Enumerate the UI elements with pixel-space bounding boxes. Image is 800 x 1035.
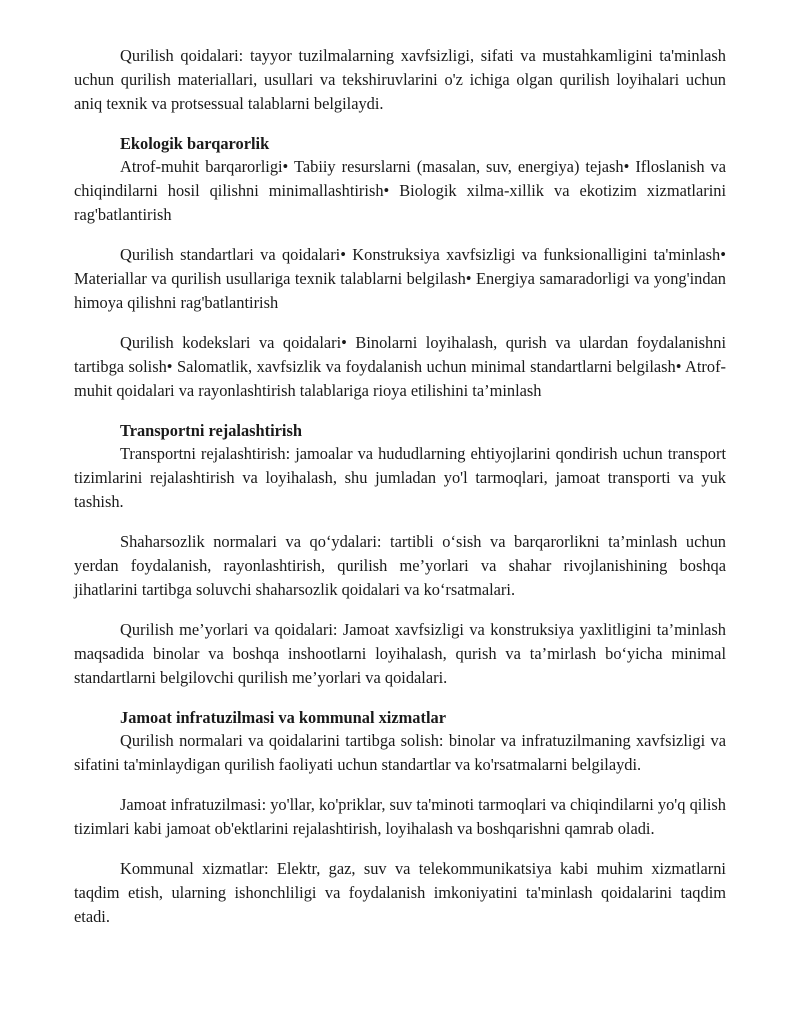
section-transport-planning: [74, 419, 726, 690]
paragraph: Jamoat infratuzilmasi: yo'llar, ko'priklar, suv ta'minoti tarmoqlari va chiqindilarni yo'q qilish tizimlari kabi jamoat ob'ektlarini rejalashtirish, loyihalash va boshqarishni qamrab oladi.: [74, 795, 726, 838]
section-heading: Transportni rejalashtirish: [120, 421, 302, 440]
section-ecological-sustainability: [74, 132, 726, 403]
paragraph: Shaharsozlik normalari va qo‘ydalari: tartibli o‘sish va barqarorlikni ta’minlash uchun yerdan foydalanish, rayonlashtirish, qurilish me’yorlari va shahar rivojlanishining boshqa jihatlarini tartibga soluvchi shaharsozlik qoidalari va ko‘rsatmalari.: [74, 532, 726, 599]
paragraph: Qurilish kodekslari va qoidalari• Binolarni loyihalash, qurish va ulardan foydalanishni tartibga solish• Salomatlik, xavfsizlik va foydalanish uchun minimal standartlarni belgilash• Atrof-muhit qoidalari va rayonlashtirish talablariga rioya etilishini ta’minlash: [74, 333, 726, 400]
paragraph: Qurilish standartlari va qoidalari• Konstruksiya xavfsizligi va funksionalligini ta'minlash• Materiallar va qurilish usullariga texnik talablarni belgilash• Energiya samaradorligi va yong'indan himoya qilishni rag'batlantirish: [74, 245, 726, 312]
paragraph: Kommunal xizmatlar: Elektr, gaz, suv va telekommunikatsiya kabi muhim xizmatlarni taqdim etish, ularning ishonchliligi va foydalanish imkoniyatini ta'minlash qoidalarini taqdim etadi.: [74, 859, 726, 926]
intro-paragraph: Qurilish qoidalari: tayyor tuzilmalarning xavfsizligi, sifati va mustahkamligini ta'minlash uchun qurilish materiallari, usullari va tekshiruvlarini o'z ichiga olgan qurilish loyihalari uchun aniq texnik va protsessual talablarni belgilaydi.: [74, 46, 726, 113]
section-public-infrastructure: [74, 706, 726, 929]
paragraph: Qurilish normalari va qoidalarini tartibga solish: binolar va infratuzilmaning xavfsizligi va sifatini ta'minlaydigan qurilish faoliyati uchun standartlar va ko'rsatmalarni belgilaydi.: [74, 731, 726, 774]
paragraph: Transportni rejalashtirish: jamoalar va hududlarning ehtiyojlarini qondirish uchun transport tizimlarini rejalashtirish va loyihalash, shu jumladan yo'l tarmoqlari, jamoat transporti va yuk tashish.: [74, 444, 726, 511]
paragraph: Atrof-muhit barqarorligi• Tabiiy resurslarni (masalan, suv, energiya) tejash• Ifloslanish va chiqindilarni hosil qilishni minimallashtirish• Biologik xilma-xillik va ekotizim xizmatlarini rag'batlantirish: [74, 157, 726, 224]
paragraph: Qurilish me’yorlari va qoidalari: Jamoat xavfsizligi va konstruksiya yaxlitligini ta’minlash maqsadida binolar va boshqa inshootlarni loyihalash, qurish va ta’mirlash bo‘yicha minimal standartlarni belgilovchi qurilish me’yorlari va qoidalari.: [74, 620, 726, 687]
section-heading: Ekologik barqarorlik: [120, 134, 270, 153]
section-heading: Jamoat infratuzilmasi va kommunal xizmatlar: [120, 708, 446, 727]
document-page: [74, 44, 726, 945]
